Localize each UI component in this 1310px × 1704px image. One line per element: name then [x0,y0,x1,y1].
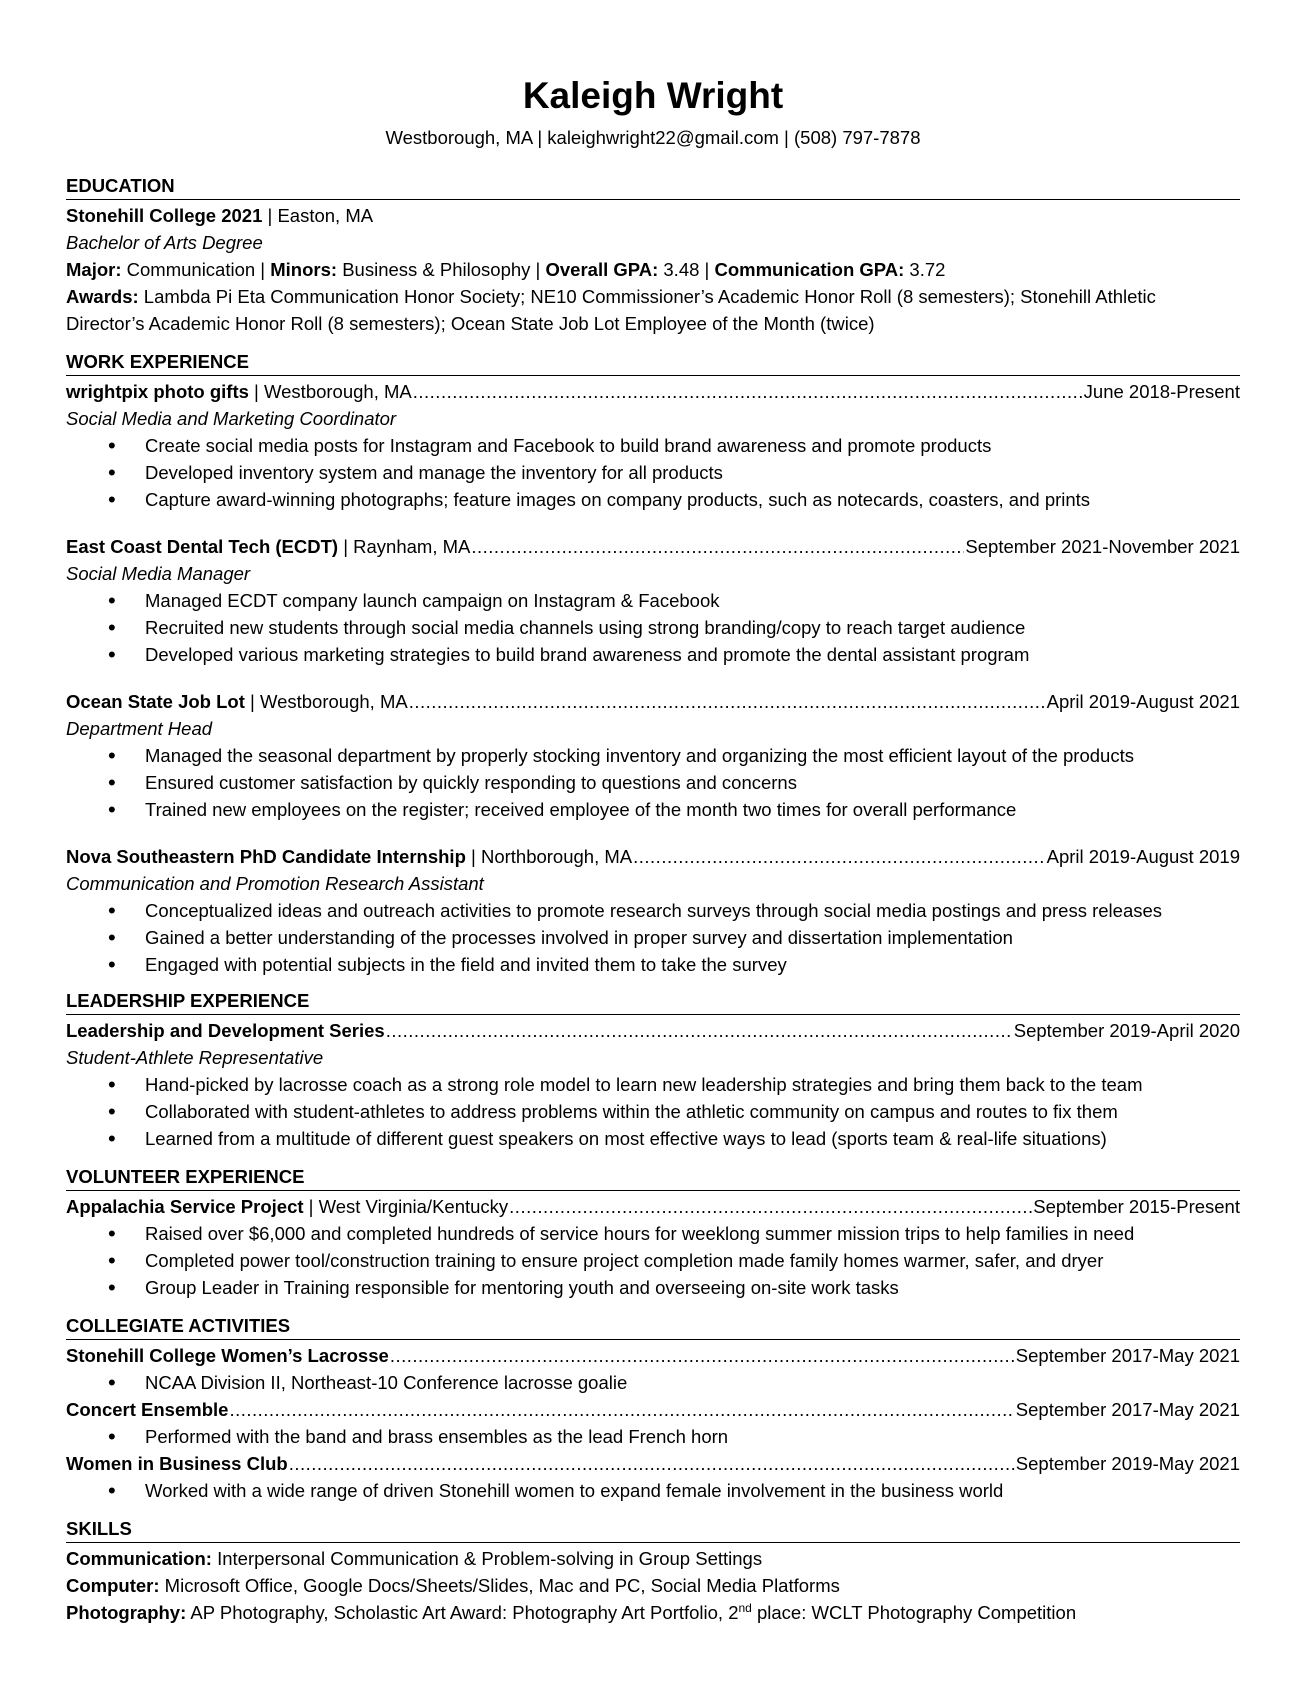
job-entry [66,533,1240,668]
value: Interpersonal Communication & Problem-solving in Group Settings [211,1548,763,1569]
degree: Bachelor of Arts Degree [66,232,263,253]
value: AP Photography, Scholastic Art Award: Photography Art Portfolio, 2 [186,1602,739,1623]
leader-dots [633,843,1046,870]
value: 3.72 [904,259,946,280]
bullet-item: • Managed ECDT company launch campaign on Instagram & Facebook [66,587,1240,614]
entry-dates: April 2019-August 2021 [1046,691,1240,712]
section-title: COLLEGIATE ACTIVITIES [66,1311,1240,1340]
section-title: SKILLS [66,1514,1240,1543]
entry-dates: September 2019-May 2021 [1015,1453,1240,1474]
label: Communication GPA: [714,259,905,280]
role-title: Student-Athlete Representative [66,1047,324,1068]
job-entry [66,843,1240,978]
section-title: WORK EXPERIENCE [66,347,1240,376]
bullet-item: • Managed the seasonal department by properly stocking inventory and organizing the most efficient layout of the products [66,742,1240,769]
org-name: Appalachia Service Project [66,1196,304,1217]
role-title: Communication and Promotion Research Assistant [66,873,484,894]
org-name: Ocean State Job Lot [66,691,245,712]
entry-dates: June 2018-Present [1083,381,1240,402]
entry-dates: September 2017-May 2021 [1015,1345,1240,1366]
role-title: Social Media and Marketing Coordinator [66,408,397,429]
section-title: LEADERSHIP EXPERIENCE [66,986,1240,1015]
bullet-item: • NCAA Division II, Northeast-10 Conference lacrosse goalie [66,1369,1240,1396]
org-line [66,378,412,405]
superscript: nd [738,1600,752,1615]
entry-header [66,1017,1240,1044]
skills-section [66,1514,1240,1626]
entry-dates: September 2019-April 2020 [1013,1020,1240,1041]
contact-line: Westborough, MA | kaleighwright22@gmail.com | (508) 797-7878 [385,127,921,148]
org-location: | Northborough, MA [465,846,633,867]
leader-dots [409,688,1046,715]
org-name: East Coast Dental Tech (ECDT) [66,536,339,557]
leader-dots [509,1193,1032,1220]
school-name: Stonehill College 2021 [66,205,263,226]
entry-header [66,1396,1240,1423]
org-name: Women in Business Club [66,1453,288,1474]
bullet-item: • Developed various marketing strategies to build brand awareness and promote the dental assistant program [66,641,1240,668]
value: 3.48 | [658,259,715,280]
label: Communication: [66,1548,212,1569]
education-section [66,171,1240,337]
bullet-item: • Performed with the band and brass ensembles as the lead French horn [66,1423,1240,1450]
skill-line [66,1545,1240,1572]
bullet-item: • Ensured customer satisfaction by quickly responding to questions and concerns [66,769,1240,796]
entry-header [66,688,1240,715]
skill-line [66,1599,1240,1626]
bullet-list [66,587,1240,668]
entry-header [66,378,1240,405]
value: Microsoft Office, Google Docs/Sheets/Slides, Mac and PC, Social Media Platforms [159,1575,840,1596]
section-title: EDUCATION [66,171,1240,200]
bullet-list [66,1423,1240,1450]
label: Computer: [66,1575,160,1596]
label: Overall GPA: [545,259,659,280]
bullet-list [66,897,1240,978]
bullet-item: • Group Leader in Training responsible for mentoring youth and overseeing on-site work tasks [66,1274,1240,1301]
entry-header [66,1342,1240,1369]
activity-item [66,1450,1240,1504]
org-name: Leadership and Development Series [66,1020,385,1041]
org-location: | Raynham, MA [338,536,471,557]
job-entry [66,378,1240,513]
org-location: | Westborough, MA [244,691,408,712]
bullet-item: • Developed inventory system and manage the inventory for all products [66,459,1240,486]
bullet-list [66,1477,1240,1504]
bullet-item: • Capture award-winning photographs; feature images on company products, such as notecards, coasters, and prints [66,486,1240,513]
entry-dates: September 2017-May 2021 [1015,1399,1240,1420]
leader-dots [386,1017,1013,1044]
job-list [66,378,1240,978]
major-line [66,256,1240,283]
leader-dots [471,533,964,560]
label: Major: [66,259,122,280]
label: Minors: [270,259,338,280]
org-location: | West Virginia/Kentucky [303,1196,509,1217]
bullet-item: • Gained a better understanding of the processes involved in proper survey and dissertation implementation [66,924,1240,951]
label: Photography: [66,1602,187,1623]
value: Communication | [121,259,271,280]
leader-dots [229,1396,1014,1423]
awards-line [66,283,1240,337]
activity-item [66,1342,1240,1396]
bullet-list [66,1071,1240,1152]
job-entry [66,688,1240,823]
bullet-item: • Engaged with potential subjects in the field and invited them to take the survey [66,951,1240,978]
leader-dots [413,378,1083,405]
collegiate-section [66,1311,1240,1504]
bullet-item: • Create social media posts for Instagram and Facebook to build brand awareness and promote products [66,432,1240,459]
value: place: WCLT Photography Competition [751,1602,1077,1623]
role-title: Social Media Manager [66,563,251,584]
leadership-section [66,986,1240,1152]
entry-header [66,533,1240,560]
bullet-item: • Worked with a wide range of driven Stonehill women to expand female involvement in the business world [66,1477,1240,1504]
label: Awards: [66,286,139,307]
leader-dots [289,1450,1015,1477]
bullet-item: • Conceptualized ideas and outreach activities to promote research surveys through social media postings and press releases [66,897,1240,924]
school-line [66,202,1240,229]
org-line [66,1193,508,1220]
entry-header [66,843,1240,870]
org-name: Stonehill College Women’s Lacrosse [66,1345,389,1366]
bullet-list [66,432,1240,513]
leader-dots [390,1342,1015,1369]
section-title: VOLUNTEER EXPERIENCE [66,1162,1240,1191]
bullet-list [66,1220,1240,1301]
entry-dates: September 2021-November 2021 [965,536,1240,557]
value: Business & Philosophy | [337,259,546,280]
role-title: Department Head [66,718,213,739]
org-name: wrightpix photo gifts [66,381,249,402]
school-location: | Easton, MA [262,205,374,226]
skill-line [66,1572,1240,1599]
org-line [66,688,408,715]
work-section [66,347,1240,978]
bullet-item: • Completed power tool/construction training to ensure project completion made family homes warmer, safer, and dryer [66,1247,1240,1274]
value: Lambda Pi Eta Communication Honor Society; NE10 Commissioner’s Academic Honor Roll (8 semesters); Stonehill Athletic Director’s Academic Honor Roll (8 semesters); Ocean State Job Lot Employee of the Month (twice) [66,286,1156,334]
candidate-name: Kaleigh Wright [522,75,784,116]
org-name: Concert Ensemble [66,1399,229,1420]
entry-dates: April 2019-August 2019 [1046,846,1240,867]
org-name: Nova Southeastern PhD Candidate Internship [66,846,466,867]
bullet-item: • Raised over $6,000 and completed hundreds of service hours for weeklong summer mission trips to help families in need [66,1220,1240,1247]
entry-dates: September 2015-Present [1033,1196,1240,1217]
activity-item [66,1396,1240,1450]
entry-header [66,1193,1240,1220]
bullet-item: • Recruited new students through social media channels using strong branding/copy to reach target audience [66,614,1240,641]
org-line [66,843,632,870]
bullet-list [66,1369,1240,1396]
entry-header [66,1450,1240,1477]
org-line [66,533,470,560]
bullet-item: • Hand-picked by lacrosse coach as a strong role model to learn new leadership strategies and bring them back to the team [66,1071,1240,1098]
bullet-list [66,742,1240,823]
bullet-item: • Collaborated with student-athletes to address problems within the athletic community on campus and routes to fix them [66,1098,1240,1125]
org-location: | Westborough, MA [248,381,412,402]
bullet-item: • Learned from a multitude of different guest speakers on most effective ways to lead (sports team & real-life situations) [66,1125,1240,1152]
volunteer-section [66,1162,1240,1301]
bullet-item: • Trained new employees on the register; received employee of the month two times for overall performance [66,796,1240,823]
